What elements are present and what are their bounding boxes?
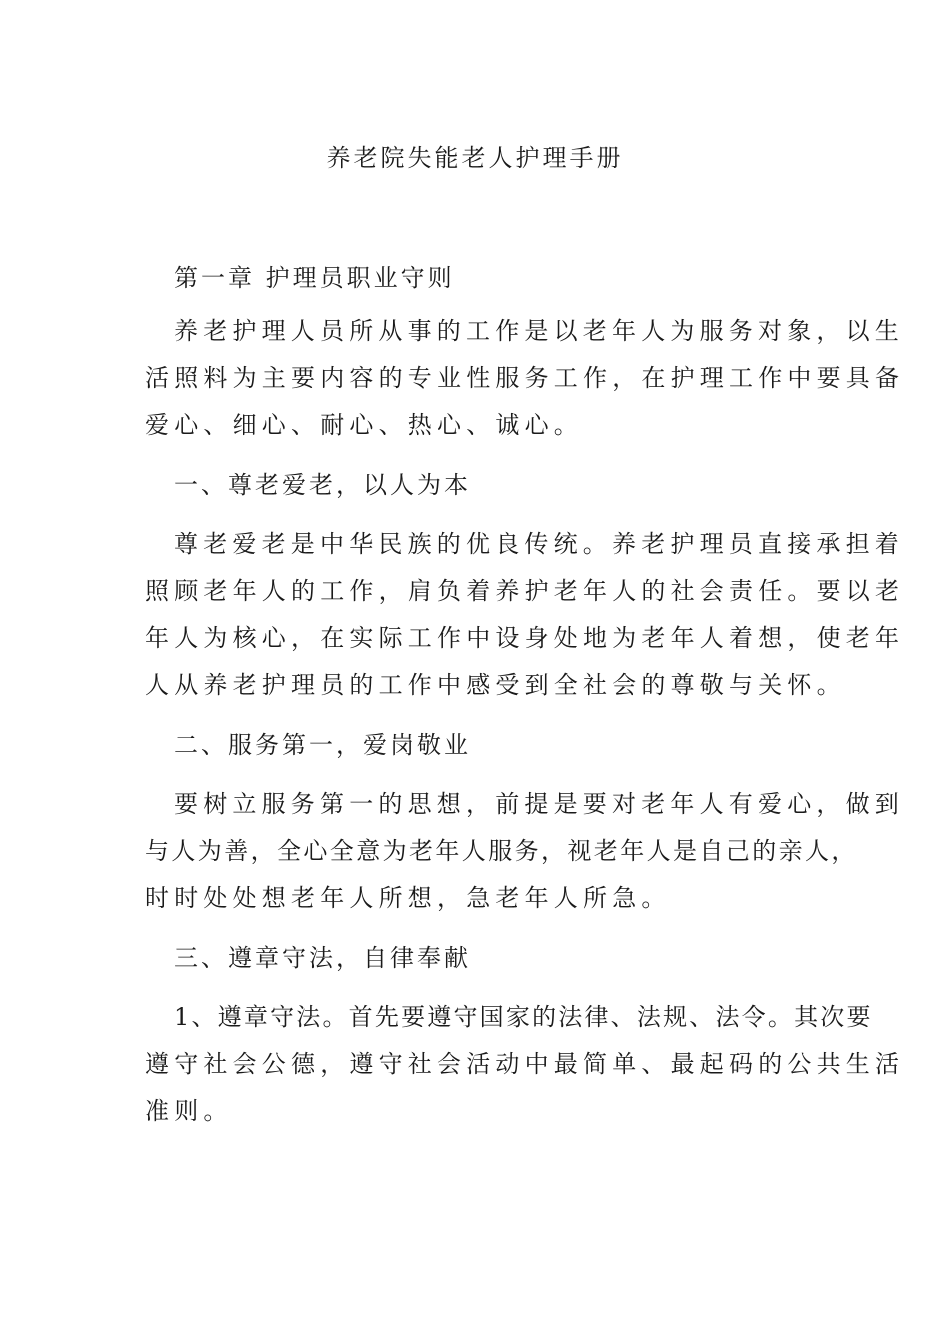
- intro-paragraph: [145, 308, 905, 449]
- section-3-paragraph: [145, 994, 905, 1135]
- document-title: 养老院失能老人护理手册: [326, 144, 624, 172]
- paragraph-line: 要树立服务第一的思想，前提是要对老年人有爱心，做到: [174, 790, 904, 818]
- section-heading-1: 一、尊老爱老，以人为本: [174, 471, 471, 499]
- paragraph-line: 爱心、细心、耐心、热心、诚心。: [145, 411, 583, 439]
- paragraph-line: 遵守社会公德，遵守社会活动中最简单、最起码的公共生活: [145, 1050, 905, 1078]
- paragraph-line: 准则。: [145, 1097, 233, 1125]
- paragraph-line: 尊老爱老是中华民族的优良传统。养老护理员直接承担着: [174, 530, 904, 558]
- paragraph-line: 照顾老年人的工作，肩负着养护老年人的社会责任。要以老: [145, 577, 905, 605]
- section-heading-2: 二、服务第一，爱岗敬业: [174, 731, 471, 759]
- section-2-paragraph: [145, 781, 904, 922]
- paragraph-line: 活照料为主要内容的专业性服务工作，在护理工作中要具备: [145, 364, 905, 392]
- section-1-paragraph: [145, 521, 905, 709]
- paragraph-line: 人从养老护理员的工作中感受到全社会的尊敬与关怀。: [145, 671, 846, 699]
- chapter-heading: 第一章 护理员职业守则: [174, 264, 455, 292]
- paragraph-line: 时时处处想老年人所想，急老年人所急。: [145, 884, 671, 912]
- paragraph-line: 养老护理人员所从事的工作是以老年人为服务对象，以生: [174, 317, 904, 345]
- section-heading-3: 三、遵章守法，自律奉献: [174, 944, 471, 972]
- document-body: [145, 260, 905, 1153]
- paragraph-line: 与人为善，全心全意为老年人服务，视老年人是自己的亲人，: [145, 837, 858, 865]
- paragraph-line: 1、遵章守法。首先要遵守国家的法律、法规、法令。其次要: [174, 1003, 873, 1031]
- paragraph-line: 年人为核心，在实际工作中设身处地为老年人着想，使老年: [145, 624, 905, 652]
